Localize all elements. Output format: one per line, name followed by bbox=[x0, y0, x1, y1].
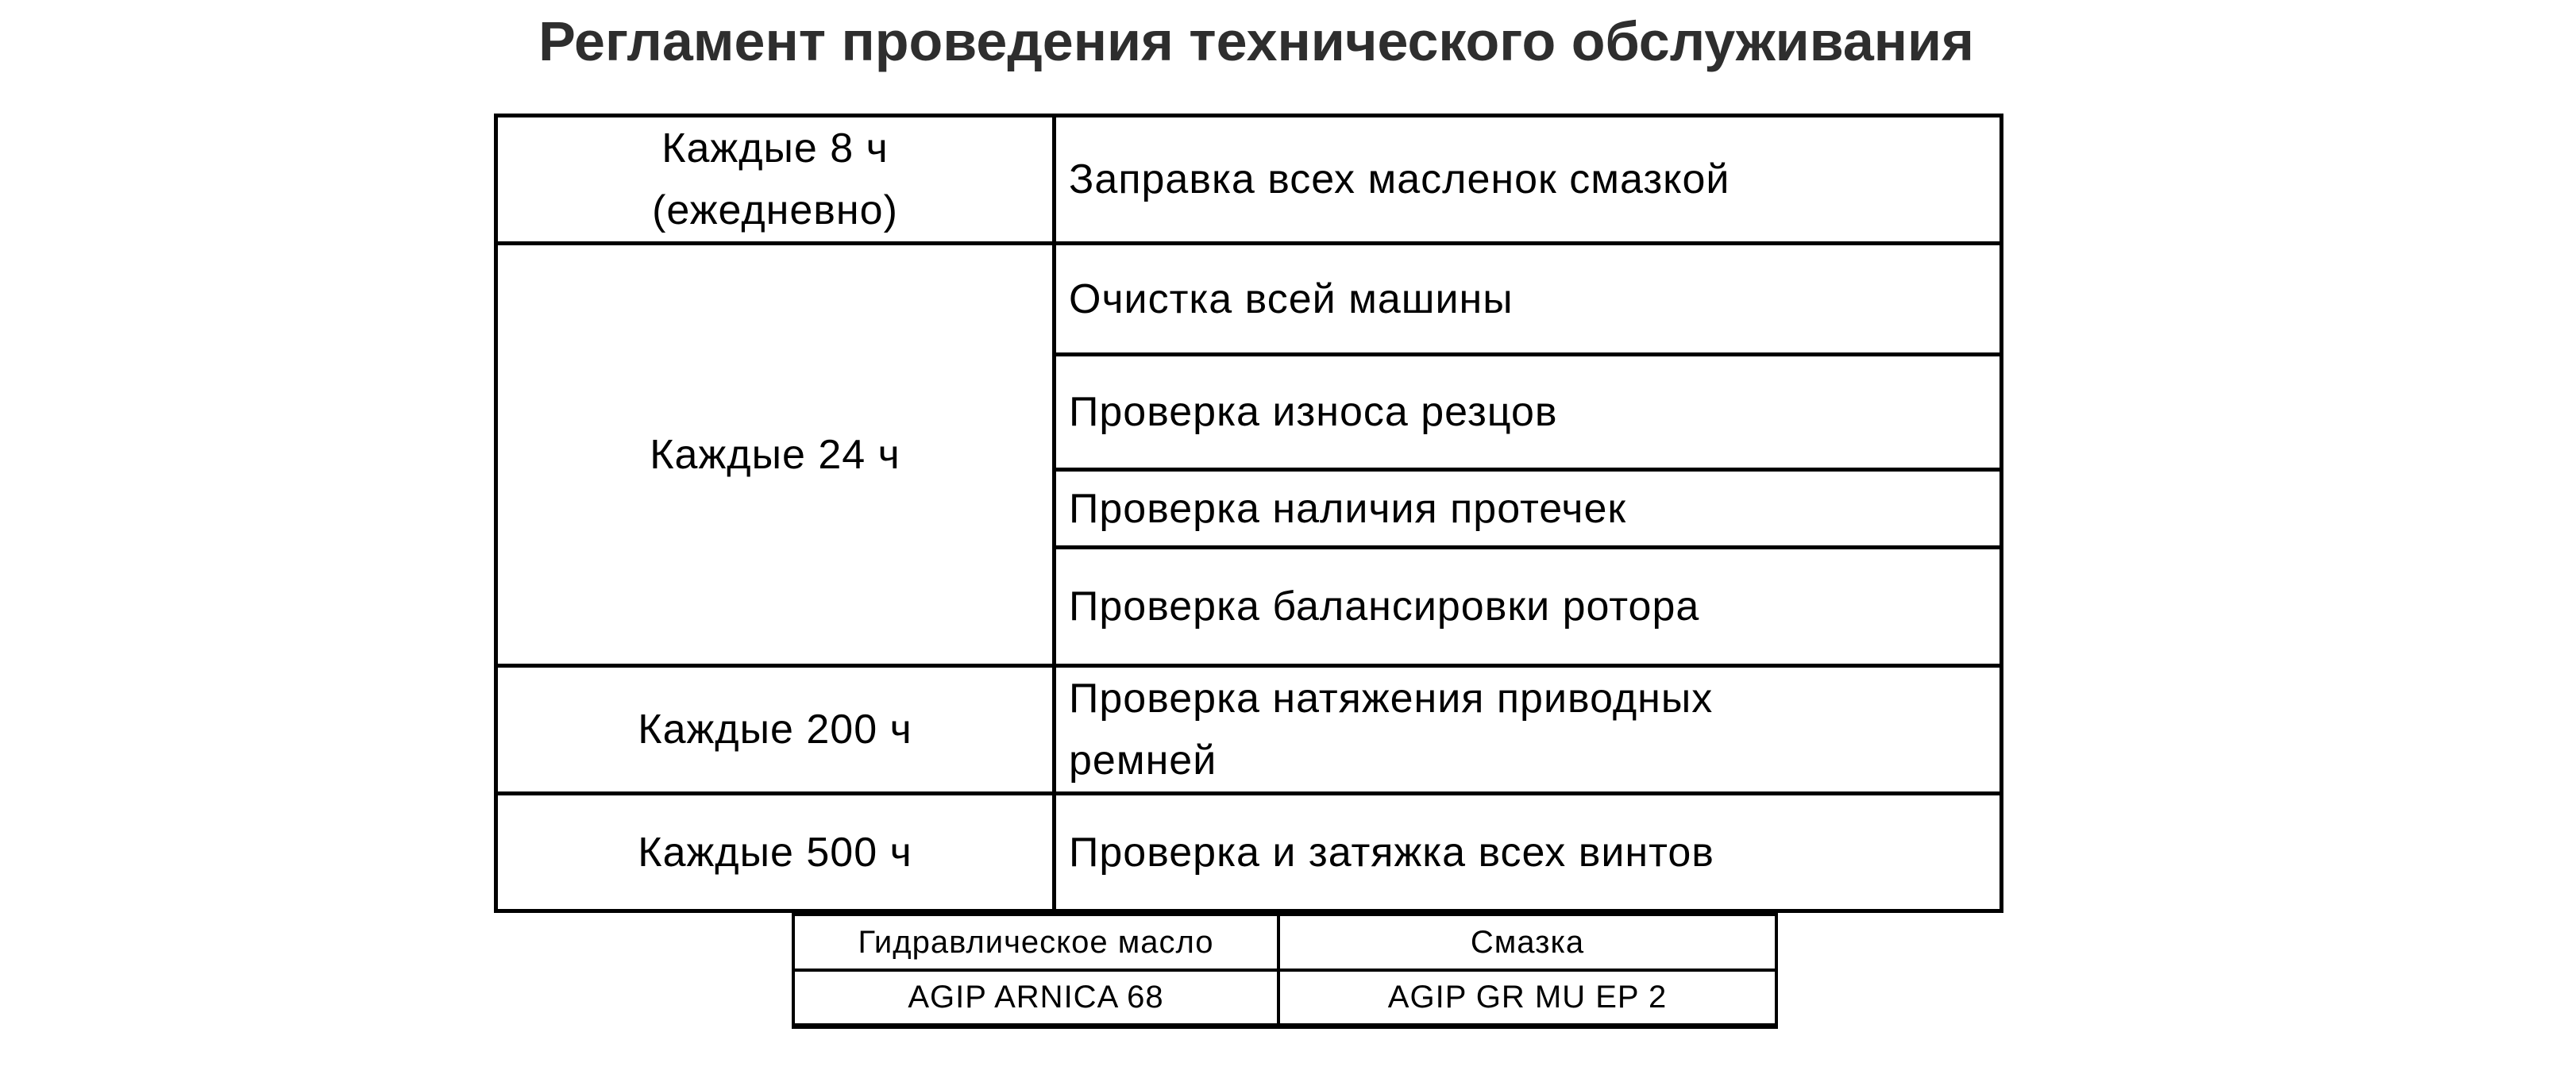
table-row bbox=[496, 794, 2002, 911]
table-row bbox=[496, 666, 2002, 794]
task-cell bbox=[1055, 666, 2002, 794]
task-cell: Проверка наличия протечек bbox=[1055, 470, 2002, 548]
lube-header-oil: Гидравлическое масло bbox=[793, 915, 1278, 970]
interval-cell-500h bbox=[496, 794, 1055, 911]
table-row bbox=[793, 970, 1776, 1026]
interval-line: Каждые 500 ч bbox=[638, 829, 912, 876]
task-text: Проверка натяжения приводных ремней bbox=[1069, 676, 1714, 784]
lube-value-grease: AGIP GR MU EP 2 bbox=[1278, 970, 1776, 1026]
task-cell: Проверка балансировки ротора bbox=[1055, 548, 2002, 666]
lube-value-oil: AGIP ARNICA 68 bbox=[793, 970, 1278, 1026]
table-row bbox=[496, 116, 2002, 244]
lube-header-grease: Смазка bbox=[1278, 915, 1776, 970]
interval-line: Каждые 24 ч bbox=[650, 431, 900, 478]
maintenance-schedule-table bbox=[494, 114, 2003, 913]
interval-cell-8h bbox=[496, 116, 1055, 244]
task-cell: Проверка износа резцов bbox=[1055, 355, 2002, 470]
task-cell: Проверка и затяжка всех винтов bbox=[1055, 794, 2002, 911]
interval-line: Каждые 200 ч bbox=[638, 707, 912, 753]
task-cell: Очистка всей машины bbox=[1055, 244, 2002, 355]
task-cell: Заправка всех масленок смазкой bbox=[1055, 116, 2002, 244]
lubricants-table bbox=[792, 913, 1778, 1029]
interval-line: (ежедневно) bbox=[652, 187, 898, 233]
interval-line: Каждые 8 ч bbox=[661, 125, 889, 171]
table-row bbox=[793, 915, 1776, 970]
interval-cell-24h bbox=[496, 244, 1055, 666]
interval-cell-200h bbox=[496, 666, 1055, 794]
table-row bbox=[496, 244, 2002, 355]
page-title: Регламент проведения технического обслуживания bbox=[538, 10, 1974, 72]
